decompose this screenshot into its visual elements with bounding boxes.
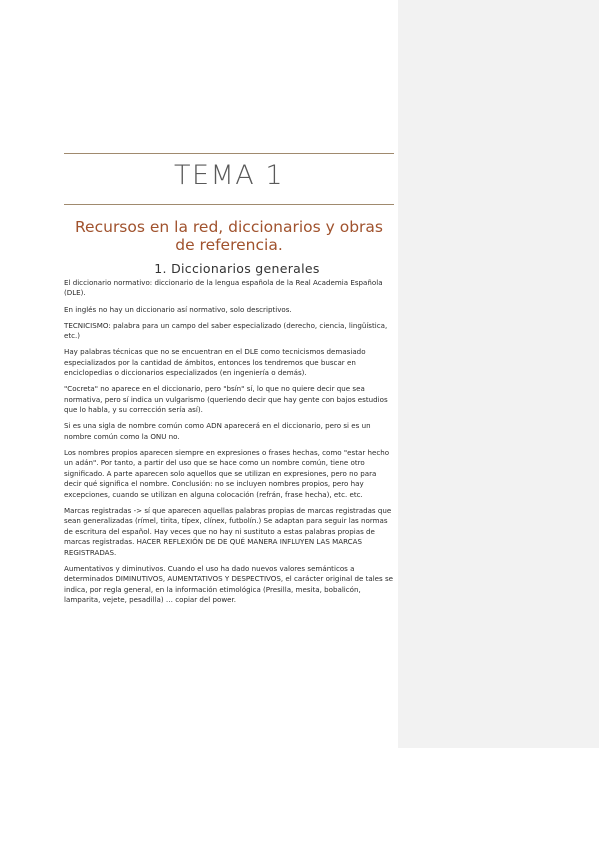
- comment-pane-footer: [398, 748, 599, 848]
- document-subtitle: Recursos en la red, diccionarios y obras de referencia.: [74, 218, 383, 254]
- paragraph: El diccionario normativo: diccionario de la lengua española de la Real Academia Española (DLE).: [64, 278, 383, 298]
- comment-pane[interactable]: [398, 0, 599, 848]
- paragraph: Hay palabras técnicas que no se encuentran en el DLE como tecnicismos demasiado especializados por la cantidad de ámbitos, entonces los tendremos que buscar en enciclopedias o diccionarios especializados (en ingeniería o demás).: [64, 347, 366, 378]
- paragraph: Marcas registradas -> sí que aparecen aquellas palabras propias de marcas registradas que sean generalizadas (rímel, tirita, típex, clínex, futbolín.) Se adaptan para seguir las normas de escritura del español. Hay veces que no hay ni sustituto a estas palabras propias de marcas registradas. HACER REFLEXIÓN DE DE QUÉ MANERA INFLUYEN LAS MARCAS REGISTRADAS.: [64, 505, 392, 557]
- paragraph: Si es una sigla de nombre común como ADN aparecerá en el diccionario, pero si es un nombre común como la ONU no.: [64, 421, 371, 441]
- title-rule-bottom: [64, 204, 394, 205]
- section-heading: 1. Diccionarios generales: [154, 261, 320, 276]
- paragraph: Aumentativos y diminutivos. Cuando el uso ha dado nuevos valores semánticos a determinados DIMINUTIVOS, AUMENTATIVOS Y DESPECTIVOS, el carácter original de tales se indica, por regla general, en la información etimológica (Presilla, mesita, bobalicón, lamparita, vejete, pesadilla) … copiar del power.: [64, 563, 394, 604]
- paragraph: TECNICISMO: palabra para un campo del saber especializado (derecho, ciencia, lingüística, etc.): [64, 320, 388, 341]
- paragraph: Los nombres propios aparecen siempre en expresiones o frases hechas, como "estar hecho un adán". Por tanto, a partir del uso que se hace como un nombre común, tiene otro significado. A parte aparecen solo aquellos que se utilizan en expresiones, pero no para decir qué significa el nombre. Conclusión: no se incluyen nombres propios, pero hay excepciones, cuando se utilizan en alguna colocación (refrán, frase hecha), etc. etc.: [64, 448, 390, 499]
- document-body: [64, 278, 396, 611]
- comment-pane-header: [398, 0, 599, 56]
- title-rule-top: [64, 153, 394, 154]
- paragraph: "Cocreta" no aparece en el diccionario, pero "bsín" sí, lo que no quiere decir que sea normativa, pero sí indica un vulgarismo (queriendo decir que hay gente con bajos estudios que lo habla, y su corrección sería así).: [64, 384, 388, 415]
- paragraph: En inglés no hay un diccionario así normativo, solo descriptivos.: [64, 304, 292, 314]
- document-title: TEMA 1: [173, 160, 285, 191]
